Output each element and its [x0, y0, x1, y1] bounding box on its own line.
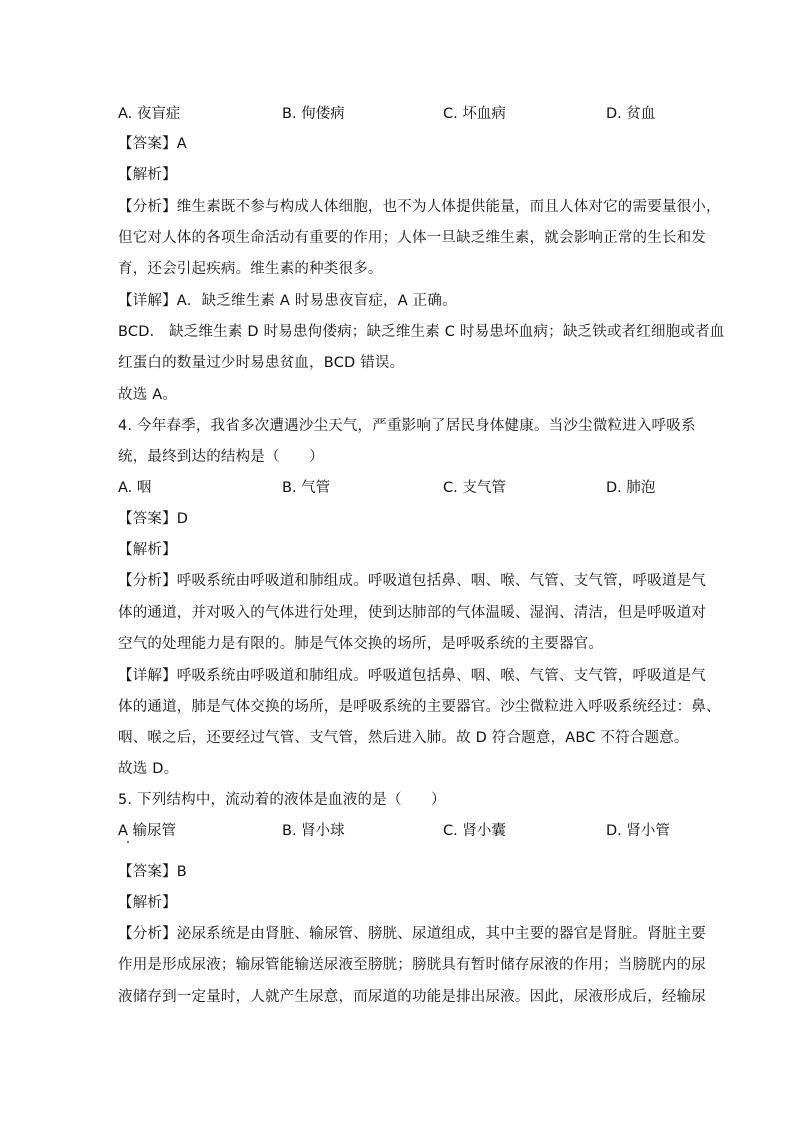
stray-mark — [127, 841, 129, 843]
q4-detail-line: 【详解】呼吸系统由呼吸道和肺组成。呼吸道包括鼻、咽、喉、气管、支气管，呼吸道是气 — [118, 668, 706, 684]
q3-detail-line: 红蛋白的数量过少时易患贫血，BCD 错误。 — [118, 355, 405, 371]
q3-analysis-heading: 【解析】 — [118, 167, 177, 183]
q4-analysis-line: 体的通道，并对吸入的气体进行处理，使到达肺部的气体温暖、湿润、清洁，但是呼吸道对 — [118, 605, 706, 621]
q4-detail-line: 咽、喉之后，还要经过气管、支气管，然后进入肺。故 D 符合题意，ABC 不符合题意。 — [118, 730, 689, 746]
q3-analysis-line: 【分析】维生素既不参与构成人体细胞，也不为人体提供能量，而且人体对它的需要量很小， — [118, 199, 721, 215]
q5-option-b: B. 肾小球 — [282, 823, 345, 839]
q5-option-d: D. 肾小管 — [606, 823, 670, 839]
q3-option-b: B. 佝偻病 — [282, 106, 345, 122]
q5-answer: 【答案】B — [118, 864, 187, 880]
q3-option-a: A. 夜盲症 — [118, 106, 181, 122]
q4-analysis-line: 空气的处理能力是有限的。肺是气体交换的场所，是呼吸系统的主要器官。 — [118, 636, 604, 652]
q4-option-a: A. 咽 — [118, 480, 152, 496]
q3-option-c: C. 坏血病 — [443, 106, 506, 122]
q3-option-d: D. 贫血 — [606, 106, 656, 122]
q3-detail-line: BCD． 缺乏维生素 D 时易患佝偻病；缺乏维生素 C 时易患坏血病；缺乏铁或者红细胞或者血 — [118, 324, 725, 340]
q4-analysis-line: 【分析】呼吸系统由呼吸道和肺组成。呼吸道包括鼻、咽、喉、气管、支气管，呼吸道是气 — [118, 573, 706, 589]
q4-option-c: C. 支气管 — [443, 480, 506, 496]
q3-analysis-line: 育，还会引起疾病。维生素的种类很多。 — [118, 261, 383, 277]
q4-option-d: D. 肺泡 — [606, 480, 656, 496]
q5-option-a: A 输尿管 — [118, 823, 177, 839]
q3-analysis-line: 但它对人体的各项生命活动有重要的作用；人体一旦缺乏维生素，就会影响正常的生长和发 — [118, 230, 706, 246]
q4-analysis-heading: 【解析】 — [118, 542, 177, 558]
q5-stem: 5. 下列结构中，流动着的液体是血液的是（ ） — [118, 792, 446, 808]
q5-analysis-line: 【分析】泌尿系统是由肾脏、输尿管、膀胱、尿道组成，其中主要的器官是肾脏。肾脏主要 — [118, 926, 706, 942]
q5-analysis-line: 液储存到一定量时，人就产生尿意，而尿道的功能是排出尿液。因此，尿液形成后，经输尿 — [118, 989, 706, 1005]
q3-answer: 【答案】A — [118, 136, 187, 152]
q5-analysis-heading: 【解析】 — [118, 895, 177, 911]
q4-answer: 【答案】D — [118, 511, 189, 527]
q4-choose: 故选 D。 — [118, 761, 179, 777]
q4-stem-line: 4. 今年春季，我省多次遭遇沙尘天气，严重影响了居民身体健康。当沙尘微粒进入呼吸系 — [118, 418, 696, 434]
q4-option-b: B. 气管 — [282, 480, 331, 496]
q5-option-c: C. 肾小囊 — [443, 823, 506, 839]
q3-detail-line: 【详解】A．缺乏维生素 A 时易患夜盲症，A 正确。 — [118, 293, 457, 309]
q4-stem-line: 统，最终到达的结构是（ ） — [118, 449, 324, 465]
q4-detail-line: 体的通道，肺是气体交换的场所，是呼吸系统的主要器官。沙尘微粒进入呼吸系统经过：鼻、 — [118, 699, 721, 715]
q3-choose: 故选 A。 — [118, 387, 178, 403]
q5-analysis-line: 作用是形成尿液；输尿管能输送尿液至膀胱；膀胱具有暂时储存尿液的作用；当膀胱内的尿 — [118, 957, 706, 973]
